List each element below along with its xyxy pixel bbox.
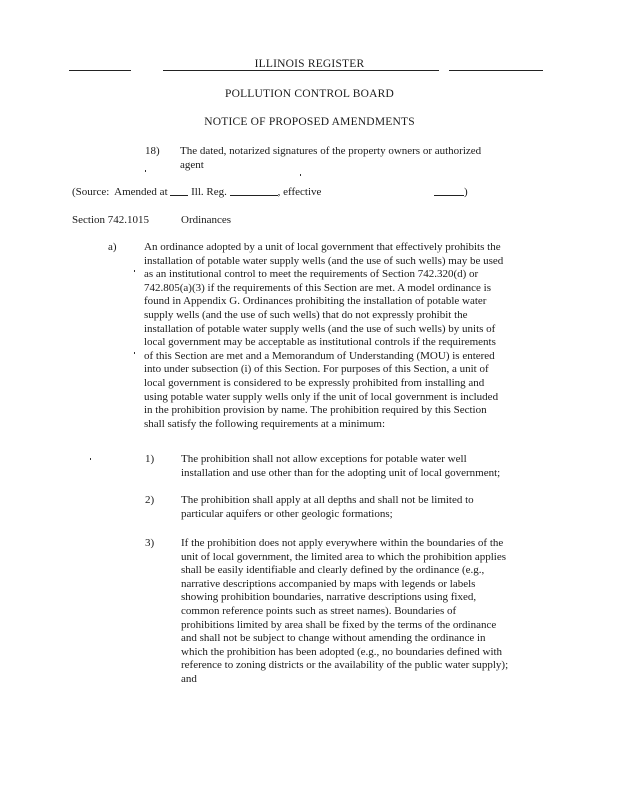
subsection-a-line: in the prohibition provision by name. The prohibition required by this Section bbox=[144, 404, 487, 417]
item-3-text bbox=[181, 537, 508, 687]
source-amended: Amended at bbox=[114, 186, 168, 198]
subsection-a-line: An ordinance adopted by a unit of local government that effectively prohibits the bbox=[144, 241, 501, 253]
item-3-line: prohibitions limited by area shall be fixed by the terms of the ordinance bbox=[181, 618, 497, 631]
notice-title: NOTICE OF PROPOSED AMENDMENTS bbox=[204, 116, 415, 128]
subsection-a-text bbox=[144, 241, 503, 431]
section-title: Ordinances bbox=[181, 214, 232, 226]
subsection-a-label: a) bbox=[108, 241, 117, 253]
source-blank-page bbox=[230, 195, 278, 196]
item-1-number: 1) bbox=[145, 453, 155, 465]
item-18-number: 18) bbox=[145, 145, 160, 157]
subsection-a-line: using potable water supply wells only if the unit of local government is included bbox=[144, 390, 499, 403]
scan-speck bbox=[300, 174, 301, 176]
item-2-text bbox=[181, 494, 474, 521]
source-blank-volume bbox=[170, 195, 188, 196]
board-title: POLLUTION CONTROL BOARD bbox=[224, 88, 394, 100]
header-rule-right bbox=[449, 70, 543, 71]
item-18-line: agent bbox=[180, 158, 204, 171]
item-3-line: shall be easily identifiable and clearly defined by the ordinance (e.g., bbox=[181, 564, 485, 577]
subsection-a-line: of this Section are met and a Memorandum of Understanding (MOU) is entered bbox=[144, 349, 495, 362]
source-close-group bbox=[434, 186, 468, 200]
item-3-line: If the prohibition does not apply everywhere within the boundaries of the bbox=[181, 537, 504, 549]
subsection-a-line: local government is considered to be expressly prohibited from installing and bbox=[144, 376, 485, 389]
subsection-a-line: local government may be acceptable as institutional controls if the requirements bbox=[144, 336, 496, 349]
scan-speck bbox=[134, 352, 135, 354]
header-rule-left bbox=[69, 70, 131, 71]
item-3-number: 3) bbox=[145, 537, 155, 549]
section-number: Section 742.1015 bbox=[72, 214, 149, 226]
subsection-a-line: 742.805(a)(3) if the requirements of this Section are met. A model ordinance is bbox=[144, 281, 492, 294]
subsection-a-line: into under subsection (i) of this Section. For purposes of this Section, a unit of bbox=[144, 363, 489, 376]
source-reg: Ill. Reg. bbox=[191, 186, 227, 198]
source-close: ) bbox=[464, 186, 468, 198]
item-1-text bbox=[181, 453, 500, 480]
scan-speck bbox=[134, 270, 135, 272]
subsection-a-line: installation of potable water supply wells (and the use of such wells) by units of bbox=[144, 322, 496, 335]
source-effective: , effective bbox=[277, 186, 322, 198]
register-title: ILLINOIS REGISTER bbox=[254, 58, 365, 70]
item-3-line: and shall not be subject to change without amending the ordinance in bbox=[181, 632, 486, 645]
source-lead: (Source: bbox=[72, 186, 110, 198]
item-3-line: unit of local government, the limited area to which the prohibition applies bbox=[181, 550, 507, 563]
item-3-line: and bbox=[181, 672, 197, 685]
header-rule-center bbox=[163, 70, 439, 71]
item-2-line: The prohibition shall apply at all depths and shall not be limited to bbox=[181, 494, 474, 506]
item-2-number: 2) bbox=[145, 494, 155, 506]
subsection-a-line: installation of potable water supply wells (and the use of such wells) may be used bbox=[144, 254, 504, 267]
subsection-a-line: shall satisfy the following requirements at a minimum: bbox=[144, 417, 386, 430]
item-3-line: which the prohibition has been adopted (e.g., no boundaries defined with bbox=[181, 645, 503, 658]
item-18-line: The dated, notarized signatures of the property owners or authorized bbox=[180, 145, 482, 157]
item-1-line: installation and use other than for the adopting unit of local government; bbox=[181, 466, 501, 479]
scan-speck bbox=[145, 170, 146, 172]
source-line bbox=[72, 186, 321, 200]
item-3-line: showing prohibition boundaries, narrative descriptions using fixed, bbox=[181, 591, 477, 604]
item-1-line: The prohibition shall not allow exceptions for potable water well bbox=[181, 453, 467, 465]
item-18-text bbox=[180, 145, 481, 172]
subsection-a-line: found in Appendix G. Ordinances prohibiting the installation of potable water bbox=[144, 295, 487, 308]
scan-speck bbox=[90, 458, 91, 460]
subsection-a-line: supply wells (and the use of such wells) that do not expressly prohibit the bbox=[144, 308, 468, 321]
item-3-line: common reference points such as street names). Boundaries of bbox=[181, 604, 457, 617]
item-3-line: reference to zoning districts or the availability of the public water supply); bbox=[181, 659, 509, 672]
source-blank-date bbox=[434, 195, 464, 196]
item-2-line: particular aquifers or other geologic formations; bbox=[181, 507, 393, 520]
item-3-line: narrative descriptions accompanied by maps with legends or labels bbox=[181, 577, 476, 590]
subsection-a-line: as an institutional control to meet the requirements of Section 742.320(d) or bbox=[144, 268, 479, 281]
